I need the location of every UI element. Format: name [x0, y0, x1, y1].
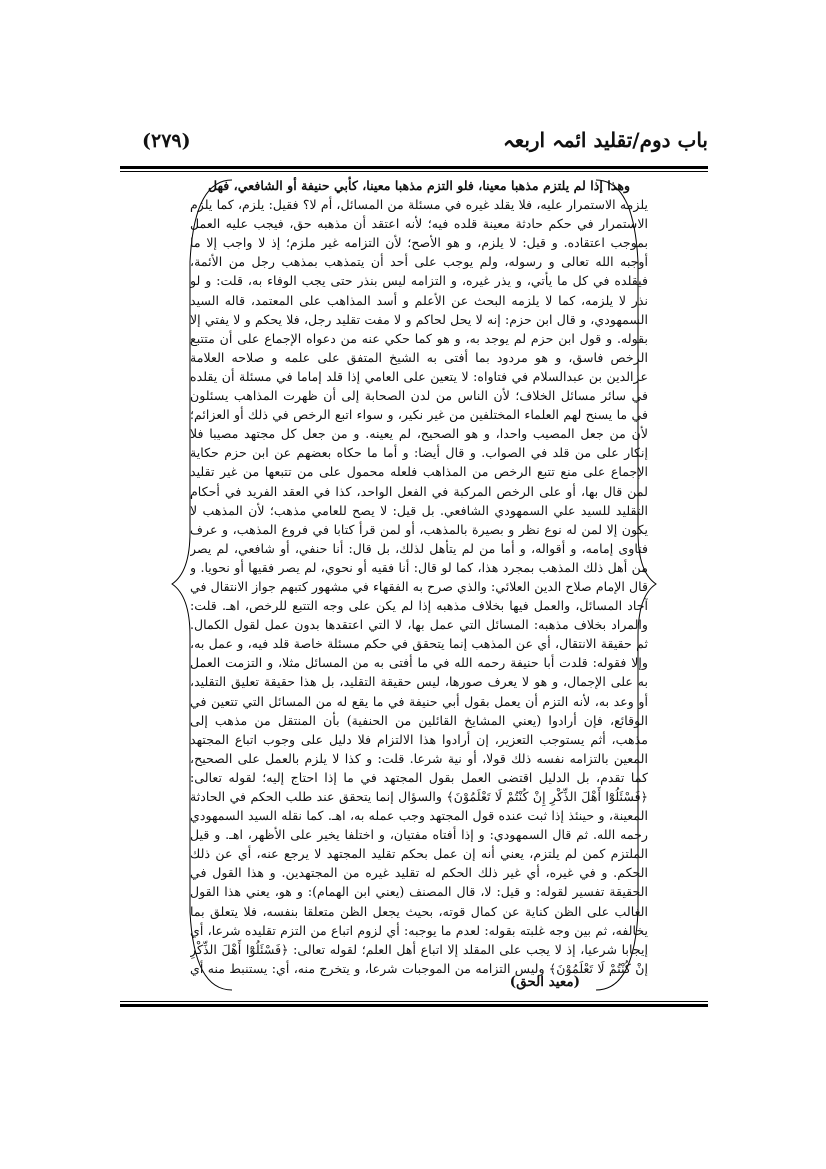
- page-number: (۲۷۹): [142, 130, 191, 152]
- arabic-body-text: [190, 176, 648, 976]
- opening-line: وهذا إذا لم يلتزم مذهبا معينا، فلو التزم مذهبا معينا، كأبي حنيفة أو الشافعي، فهل: [207, 178, 631, 193]
- author-signature: (معید الحق): [509, 974, 580, 990]
- header-rule-thick: [120, 166, 708, 169]
- footer-rule-thin: [120, 1001, 708, 1002]
- chapter-title: باب دوم/تقلید ائمہ اربعہ: [502, 128, 708, 152]
- page-header: [120, 128, 708, 162]
- main-paragraph: يلزمه الاستمرار عليه، فلا يقلد غيره في مسئلة من المسائل، أم لا؟ فقيل: يلزم، كما يلزم الاستمرار في حكم حادثة معينة قلده فيه؛ لأنه اعتقد أن مذهبه حق، فيجب عليه العمل بموجب اعتقاده. و قيل: لا يلزم، و هو الأصح؛ لأن التزامه غير ملزم؛ إذ لا واجب إلا ما أوجبه الله تعالى و رسوله، ولم يوجب على أحد أن يتمذهب بمذهب رجل من الأئمة، فيقلده في كل ما يأتي، و يذر غيره، و التزامه ليس بنذر حتى يجب الوفاء به، قلت: و لو نذر لا يلزمه، كما لا يلزمه البحث عن الأعلم و أسد المذاهب على المعتمد، قاله السيد السمهودي، و قال ابن حزم: إنه لا يحل لحاكم و لا مفت تقليد رجل، فلا يحكم و لا يفتي إلا بقوله. و قول ابن حزم لم يوجد به، و هو كما حكي عنه من دعواه الإجماع على أن متتبع الرخص فاسق، و هو مردود بما أفتى به الشيخ المتفق على علمه و صلاحه العلامة عزالدين بن عبدالسلام في فتاواه: لا يتعين على العامي إذا قلد إماما في مسئلة أن يقلده في سائر مسائل الخلاف؛ لأن الناس من لدن الصحابة إلى أن ظهرت المذاهب يسئلون في ما يسنح لهم العلماء المختلفين من غير نكير، و سواء اتبع الرخص في ذلك أو العزائم؛ لأن من جعل المصيب واحدا، و هو الصحيح، لم يعينه. و من جعل كل مجتهد مصيبا فلا إنكار على من قلد في الصواب. و قال أيضا: و أما ما حكاه بعضهم عن ابن حزم حكاية الإجماع على منع تتبع الرخص من المذاهب فلعله محمول على من تتبعها من غير تقليد لمن قال بها، أو على الرخص المركبة في الفعل الواحد، كذا في العقد الفريد في أحكام التقليد للسيد علي السمهودي الشافعي. بل قيل: لا يصح للعامي مذهب؛ لأن المذهب لا يكون إلا لمن له نوع نظر و بصيرة بالمذهب، أو لمن قرأ كتابا في فروع المذهب، و عرف فتاوى إمامه، و أقواله، و أما من لم يتأهل لذلك، بل قال: أنا حنفي، أو شافعي، لم يصر من أهل ذلك المذهب بمجرد هذا، كما لو قال: أنا فقيه أو نحوي، لم يصر فقيها أو نحويا. و قال الإمام صلاح الدين العلائي: والذي صرح به الفقهاء في مشهور كتبهم جواز الانتقال في آحاد المسائل، والعمل فيها بخلاف مذهبه إذا لم يكن على وجه التتبع للرخص، اهـ. قلت: والمراد بخلاف مذهبه: المسائل التي عمل بها، لا التي اعتقدها بدون عمل لقول الكمال. ثم حقيقة الانتقال، أي عن المذهب إنما يتحقق في حكم مسئلة خاصة قلد فيه، و عمل به، وإلا فقوله: قلدت أبا حنيفة رحمه الله في ما أفتى به من المسائل مثلا، و التزمت العمل به على الإجمال، و هو لا يعرف صورها، ليس حقيقة التقليد، بل هذا حقيقة تعليق التقليد، أو وعد به، لأنه التزم أن يعمل بقول أبي حنيفة في ما يقع له من المسائل التي تتعين في الوقائع، فإن أرادوا (يعني المشايخ القائلين من الحنفية) بأن المنتقل من مذهب إلى مذهب، أثم يستوجب التعزير، إن أرادوا هذا الالتزام فلا دليل على وجوب اتباع المجتهد المعين بالتزامه نفسه ذلك قولا، أو نية شرعا. قلت: و كذا لا يلزم بالعمل على الصحيح، كما تقدم، بل الدليل اقتضى العمل بقول المجتهد في ما إذا احتاج إليه؛ لقوله تعالى: ﴿فَسْئَلُوْٓا أَهْلَ الذِّكْرِ إِنْ كُنْتُمْ لَا تَعْلَمُوْنَ﴾ والسؤال إنما يتحقق عند طلب الحكم في الحادثة المعينة، و حينئذ إذا ثبت عنده قول المجتهد وجب عمله به، اهـ. كما نقله السيد السمهودي رحمه الله. ثم قال السمهودي: و إذا أفتاه مفتيان، و اختلفا يخير على الأظهر، اهـ. و قيل الملتزم كمن لم يلتزم، يعني أنه إن عمل بحكم تقليد المجتهد لا يرجع عنه، أي عن ذلك الحكم. و في غيره، أي غير ذلك الحكم له تقليد غيره من المجتهدين. و هذا القول في الحقيقة تفسير لقوله: و قيل: لا، قال المصنف (يعني ابن الهمام): و هو، يعني هذا القول الغالب على الظن كناية عن كمال قوته، بحيث يجعل الظن متعلقا بنفسه، فلا يتعلق بما يخالفه، ثم بين وجه غلبته بقوله: لعدم ما يوجبه: أي لزوم اتباع من التزم تقليده شرعا، أي إيجابا شرعيا، إذ لا يجب على المقلد إلا اتباع أهل العلم؛ لقوله تعالى: ﴿فَسْئَلُوْٓا أَهْلَ الذِّكْرِ إِنْ كُنْتُمْ لَا تَعْلَمُوْنَ﴾ وليس التزامه من الموجبات شرعا، و يتخرج منه، أي: يستنبط منه أي: [190, 197, 648, 976]
- footer-rule-thick: [120, 1004, 708, 1007]
